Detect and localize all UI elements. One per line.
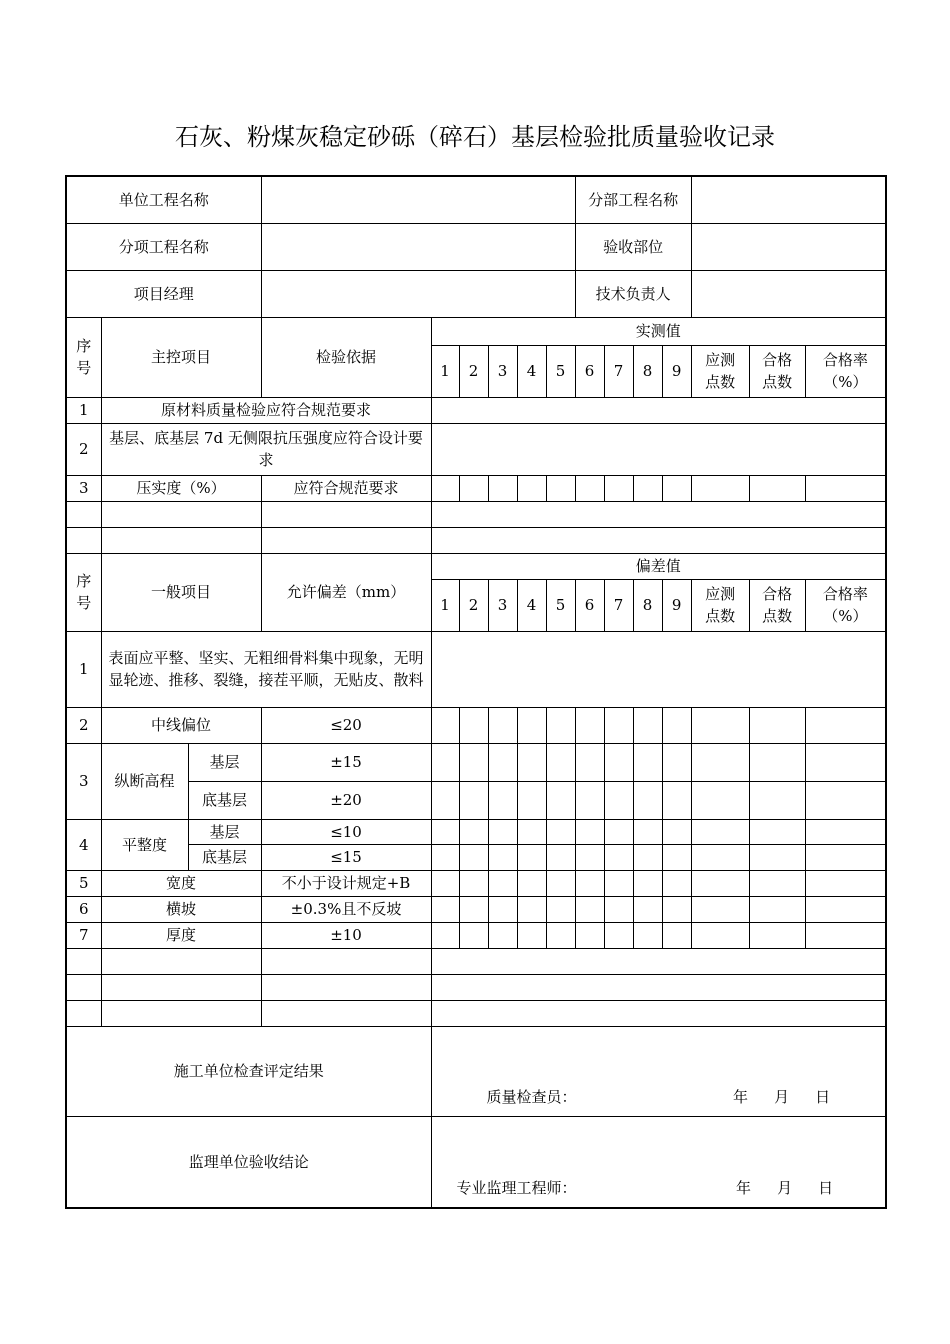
month-label: 月: [777, 1179, 793, 1197]
deviation-cell[interactable]: [691, 922, 749, 948]
general-row-6-item: 横坡: [101, 896, 261, 922]
empty-cell[interactable]: [66, 948, 101, 974]
construction-result-cell[interactable]: [431, 1026, 886, 1116]
general-row-6-no: 6: [66, 896, 101, 922]
general-row-7-item: 厚度: [101, 922, 261, 948]
technical-lead-value[interactable]: [691, 270, 886, 317]
empty-cell[interactable]: [431, 1000, 886, 1026]
deviation-cell[interactable]: [546, 781, 575, 819]
deviation-cell[interactable]: [662, 743, 691, 781]
main-seq-label: 序号: [66, 317, 101, 397]
deviation-cell[interactable]: [805, 781, 886, 819]
empty-cell[interactable]: [101, 948, 261, 974]
qualified-points-label: 合格点数: [749, 345, 805, 397]
deviation-cell[interactable]: [546, 896, 575, 922]
empty-cell[interactable]: [66, 527, 101, 553]
point-7: 7: [604, 579, 633, 631]
header-row-unit: [66, 176, 886, 223]
general-row-4-tolerance-1: ≤10: [261, 819, 431, 844]
general-row-2-tolerance: ≤20: [261, 707, 431, 743]
deviation-cell[interactable]: [633, 743, 662, 781]
general-row-5-tolerance: 不小于设计规定+B: [261, 870, 431, 896]
main-row-2-text: 基层、底基层 7d 无侧限抗压强度应符合设计要求: [101, 423, 431, 475]
deviation-cell[interactable]: [805, 870, 886, 896]
general-row-1-values[interactable]: [431, 631, 886, 707]
deviation-cell[interactable]: [546, 870, 575, 896]
deviation-cell[interactable]: [517, 819, 546, 844]
general-row-3a: [66, 743, 886, 781]
main-row-3-cell[interactable]: [575, 475, 604, 501]
deviation-cell[interactable]: [691, 844, 749, 870]
empty-cell[interactable]: [431, 948, 886, 974]
main-row-1-text: 原材料质量检验应符合规范要求: [101, 397, 431, 423]
deviation-cell[interactable]: [459, 844, 488, 870]
deviation-cell[interactable]: [546, 743, 575, 781]
general-row-4a: [66, 819, 886, 844]
empty-cell[interactable]: [431, 527, 886, 553]
deviation-cell[interactable]: [488, 781, 517, 819]
deviation-cell[interactable]: [633, 844, 662, 870]
header-row-subitem: [66, 223, 886, 270]
construction-date: [733, 1086, 830, 1108]
technical-lead-label: 技术负责人: [575, 270, 691, 317]
deviation-cell[interactable]: [805, 896, 886, 922]
main-row-3-cell[interactable]: [805, 475, 886, 501]
point-5: 5: [546, 579, 575, 631]
deviation-cell[interactable]: [431, 707, 459, 743]
point-3: 3: [488, 345, 517, 397]
general-row-7-tolerance: ±10: [261, 922, 431, 948]
day-label: 日: [818, 1179, 834, 1197]
sub-item-project-label: 分项工程名称: [66, 223, 261, 270]
qualified-points-label: 合格点数: [749, 579, 805, 631]
deviation-cell[interactable]: [459, 743, 488, 781]
deviation-cell[interactable]: [662, 781, 691, 819]
deviation-label: 偏差值: [431, 553, 886, 579]
empty-cell[interactable]: [101, 527, 261, 553]
page-title: 石灰、粉煤灰稳定砂砾（碎石）基层检验批质量验收记录: [175, 123, 775, 151]
point-4: 4: [517, 579, 546, 631]
supervision-conclusion-row: [66, 1116, 886, 1208]
main-row-3-cell[interactable]: [546, 475, 575, 501]
deviation-cell[interactable]: [662, 922, 691, 948]
deviation-cell[interactable]: [805, 743, 886, 781]
point-6: 6: [575, 345, 604, 397]
general-row-5-no: 5: [66, 870, 101, 896]
header-row-manager: [66, 270, 886, 317]
empty-cell[interactable]: [431, 974, 886, 1000]
main-empty-row: [66, 527, 886, 553]
deviation-cell[interactable]: [575, 922, 604, 948]
general-row-1: [66, 631, 886, 707]
empty-cell[interactable]: [261, 1000, 431, 1026]
empty-cell[interactable]: [66, 501, 101, 527]
day-label: 日: [815, 1087, 831, 1106]
deviation-cell[interactable]: [604, 922, 633, 948]
acceptance-part-value[interactable]: [691, 223, 886, 270]
supervision-conclusion-label: 监理单位验收结论: [66, 1116, 431, 1208]
deviation-cell[interactable]: [633, 870, 662, 896]
deviation-cell[interactable]: [691, 870, 749, 896]
general-empty-row: [66, 948, 886, 974]
empty-cell[interactable]: [66, 974, 101, 1000]
deviation-cell[interactable]: [633, 922, 662, 948]
deviation-cell[interactable]: [604, 870, 633, 896]
point-8: 8: [633, 579, 662, 631]
acceptance-part-label: 验收部位: [575, 223, 691, 270]
deviation-cell[interactable]: [517, 743, 546, 781]
main-row-3-cell[interactable]: [431, 475, 459, 501]
deviation-cell[interactable]: [662, 844, 691, 870]
general-row-2-no: 2: [66, 707, 101, 743]
deviation-cell[interactable]: [459, 896, 488, 922]
deviation-cell[interactable]: [633, 819, 662, 844]
main-row-3-cell[interactable]: [488, 475, 517, 501]
main-row-1-no: 1: [66, 397, 101, 423]
point-3: 3: [488, 579, 517, 631]
deviation-cell[interactable]: [691, 819, 749, 844]
general-row-5: [66, 870, 886, 896]
empty-cell[interactable]: [431, 501, 886, 527]
main-row-3-cell[interactable]: [604, 475, 633, 501]
deviation-cell[interactable]: [749, 707, 805, 743]
general-row-1-text: 表面应平整、坚实、无粗细骨料集中现象，无明显轮迹、推移、裂缝，接茬平顺，无贴皮、散料: [101, 631, 431, 707]
point-6: 6: [575, 579, 604, 631]
deviation-cell[interactable]: [431, 781, 459, 819]
empty-cell[interactable]: [261, 948, 431, 974]
sub-item-project-value[interactable]: [261, 223, 575, 270]
main-row-3-basis: 应符合规范要求: [261, 475, 431, 501]
point-2: 2: [459, 579, 488, 631]
deviation-cell[interactable]: [431, 819, 459, 844]
main-row-3-cell[interactable]: [749, 475, 805, 501]
deviation-cell[interactable]: [575, 896, 604, 922]
general-row-7-no: 7: [66, 922, 101, 948]
deviation-cell[interactable]: [604, 844, 633, 870]
general-row-5-item: 宽度: [101, 870, 261, 896]
deviation-cell[interactable]: [805, 922, 886, 948]
deviation-cell[interactable]: [805, 844, 886, 870]
deviation-cell[interactable]: [517, 707, 546, 743]
main-row-3: [66, 475, 886, 501]
deviation-cell[interactable]: [431, 743, 459, 781]
deviation-cell[interactable]: [604, 743, 633, 781]
main-row-2: [66, 423, 886, 475]
deviation-cell[interactable]: [604, 819, 633, 844]
general-row-1-no: 1: [66, 631, 101, 707]
deviation-cell[interactable]: [575, 707, 604, 743]
deviation-cell[interactable]: [488, 896, 517, 922]
year-label: 年: [733, 1087, 749, 1106]
general-row-6: [66, 896, 886, 922]
deviation-cell[interactable]: [431, 922, 459, 948]
deviation-cell[interactable]: [517, 896, 546, 922]
division-project-label: 分部工程名称: [575, 176, 691, 223]
deviation-cell[interactable]: [546, 819, 575, 844]
main-row-2-no: 2: [66, 423, 101, 475]
main-row-3-cell[interactable]: [633, 475, 662, 501]
point-8: 8: [633, 345, 662, 397]
general-row-4-tolerance-2: ≤15: [261, 844, 431, 870]
deviation-cell[interactable]: [517, 870, 546, 896]
deviation-cell[interactable]: [459, 870, 488, 896]
general-row-3-sub-2: 底基层: [188, 781, 261, 819]
deviation-cell[interactable]: [604, 896, 633, 922]
unit-project-label: 单位工程名称: [66, 176, 261, 223]
year-label: 年: [736, 1179, 752, 1197]
project-manager-value[interactable]: [261, 270, 575, 317]
general-empty-row: [66, 1000, 886, 1026]
empty-cell[interactable]: [261, 527, 431, 553]
tolerance-label: 允许偏差（mm）: [261, 553, 431, 631]
general-row-3-item: 纵断高程: [101, 743, 188, 819]
deviation-cell[interactable]: [459, 819, 488, 844]
point-5: 5: [546, 345, 575, 397]
point-4: 4: [517, 345, 546, 397]
deviation-cell[interactable]: [691, 743, 749, 781]
deviation-cell[interactable]: [749, 743, 805, 781]
general-row-3-sub-1: 基层: [188, 743, 261, 781]
pass-rate-label: 合格率（%）: [805, 345, 886, 397]
main-row-1-values[interactable]: [431, 397, 886, 423]
general-row-3-no: 3: [66, 743, 101, 819]
general-row-4b: [66, 844, 886, 870]
general-row-2-item: 中线偏位: [101, 707, 261, 743]
point-1: 1: [431, 345, 459, 397]
deviation-cell[interactable]: [517, 781, 546, 819]
main-row-3-cell[interactable]: [662, 475, 691, 501]
main-row-3-no: 3: [66, 475, 101, 501]
deviation-cell[interactable]: [805, 819, 886, 844]
deviation-cell[interactable]: [691, 707, 749, 743]
deviation-cell[interactable]: [633, 707, 662, 743]
deviation-cell[interactable]: [749, 781, 805, 819]
inspection-form-table: [65, 175, 887, 1209]
pass-rate-label: 合格率（%）: [805, 579, 886, 631]
deviation-cell[interactable]: [691, 781, 749, 819]
quality-inspector-label: 质量检查员：: [486, 1087, 577, 1106]
general-row-4-item: 平整度: [101, 819, 188, 870]
deviation-cell[interactable]: [488, 922, 517, 948]
deviation-cell[interactable]: [749, 819, 805, 844]
supervision-conclusion-cell[interactable]: [431, 1116, 886, 1208]
empty-cell[interactable]: [261, 974, 431, 1000]
point-2: 2: [459, 345, 488, 397]
project-manager-label: 项目经理: [66, 270, 261, 317]
empty-cell[interactable]: [101, 1000, 261, 1026]
general-empty-row: [66, 974, 886, 1000]
deviation-cell[interactable]: [575, 743, 604, 781]
main-row-3-cell[interactable]: [459, 475, 488, 501]
deviation-cell[interactable]: [517, 922, 546, 948]
general-row-3-tolerance-1: ±15: [261, 743, 431, 781]
main-basis-label: 检验依据: [261, 317, 431, 397]
should-points-label: 应测点数: [691, 345, 749, 397]
point-1: 1: [431, 579, 459, 631]
deviation-cell[interactable]: [575, 819, 604, 844]
should-points-label: 应测点数: [691, 579, 749, 631]
deviation-cell[interactable]: [459, 707, 488, 743]
deviation-cell[interactable]: [633, 896, 662, 922]
deviation-cell[interactable]: [749, 922, 805, 948]
measured-label: 实测值: [431, 317, 886, 345]
point-7: 7: [604, 345, 633, 397]
general-row-4-no: 4: [66, 819, 101, 870]
general-row-7: [66, 922, 886, 948]
empty-cell[interactable]: [66, 1000, 101, 1026]
main-row-1: [66, 397, 886, 423]
general-row-2: [66, 707, 886, 743]
main-section-header-row: [66, 317, 886, 345]
general-row-3-tolerance-2: ±20: [261, 781, 431, 819]
deviation-cell[interactable]: [575, 844, 604, 870]
point-9: 9: [662, 345, 691, 397]
general-seq-label: 序号: [66, 553, 101, 631]
general-section-header-row: [66, 553, 886, 579]
deviation-cell[interactable]: [575, 870, 604, 896]
deviation-cell[interactable]: [604, 707, 633, 743]
deviation-cell[interactable]: [662, 819, 691, 844]
deviation-cell[interactable]: [805, 707, 886, 743]
supervision-engineer-label: 专业监理工程师：: [456, 1179, 577, 1197]
empty-cell[interactable]: [261, 501, 431, 527]
deviation-cell[interactable]: [662, 707, 691, 743]
deviation-cell[interactable]: [459, 922, 488, 948]
deviation-cell[interactable]: [749, 844, 805, 870]
deviation-cell[interactable]: [575, 781, 604, 819]
general-row-4-sub-2: 底基层: [188, 844, 261, 870]
deviation-cell[interactable]: [488, 743, 517, 781]
deviation-cell[interactable]: [604, 781, 633, 819]
main-row-3-item: 压实度（%）: [101, 475, 261, 501]
main-empty-row: [66, 501, 886, 527]
main-row-3-cell[interactable]: [691, 475, 749, 501]
deviation-cell[interactable]: [431, 844, 459, 870]
general-row-6-tolerance: ±0.3%且不反坡: [261, 896, 431, 922]
main-row-3-cell[interactable]: [517, 475, 546, 501]
deviation-cell[interactable]: [431, 870, 459, 896]
deviation-cell[interactable]: [431, 896, 459, 922]
general-item-label: 一般项目: [101, 553, 261, 631]
main-row-2-values[interactable]: [431, 423, 886, 475]
construction-result-row: [66, 1026, 886, 1116]
deviation-cell[interactable]: [488, 844, 517, 870]
deviation-cell[interactable]: [662, 896, 691, 922]
supervision-date: [736, 1177, 833, 1199]
deviation-cell[interactable]: [546, 844, 575, 870]
deviation-cell[interactable]: [488, 870, 517, 896]
deviation-cell[interactable]: [488, 707, 517, 743]
deviation-cell[interactable]: [749, 870, 805, 896]
deviation-cell[interactable]: [662, 870, 691, 896]
deviation-cell[interactable]: [488, 819, 517, 844]
deviation-cell[interactable]: [546, 922, 575, 948]
deviation-cell[interactable]: [691, 896, 749, 922]
unit-project-value[interactable]: [261, 176, 575, 223]
month-label: 月: [774, 1087, 790, 1106]
deviation-cell[interactable]: [459, 781, 488, 819]
general-row-3b: [66, 781, 886, 819]
general-row-4-sub-1: 基层: [188, 819, 261, 844]
deviation-cell[interactable]: [517, 844, 546, 870]
deviation-cell[interactable]: [633, 781, 662, 819]
deviation-cell[interactable]: [749, 896, 805, 922]
main-item-label: 主控项目: [101, 317, 261, 397]
division-project-value[interactable]: [691, 176, 886, 223]
deviation-cell[interactable]: [546, 707, 575, 743]
point-9: 9: [662, 579, 691, 631]
empty-cell[interactable]: [101, 974, 261, 1000]
empty-cell[interactable]: [101, 501, 261, 527]
construction-result-label: 施工单位检查评定结果: [66, 1026, 431, 1116]
